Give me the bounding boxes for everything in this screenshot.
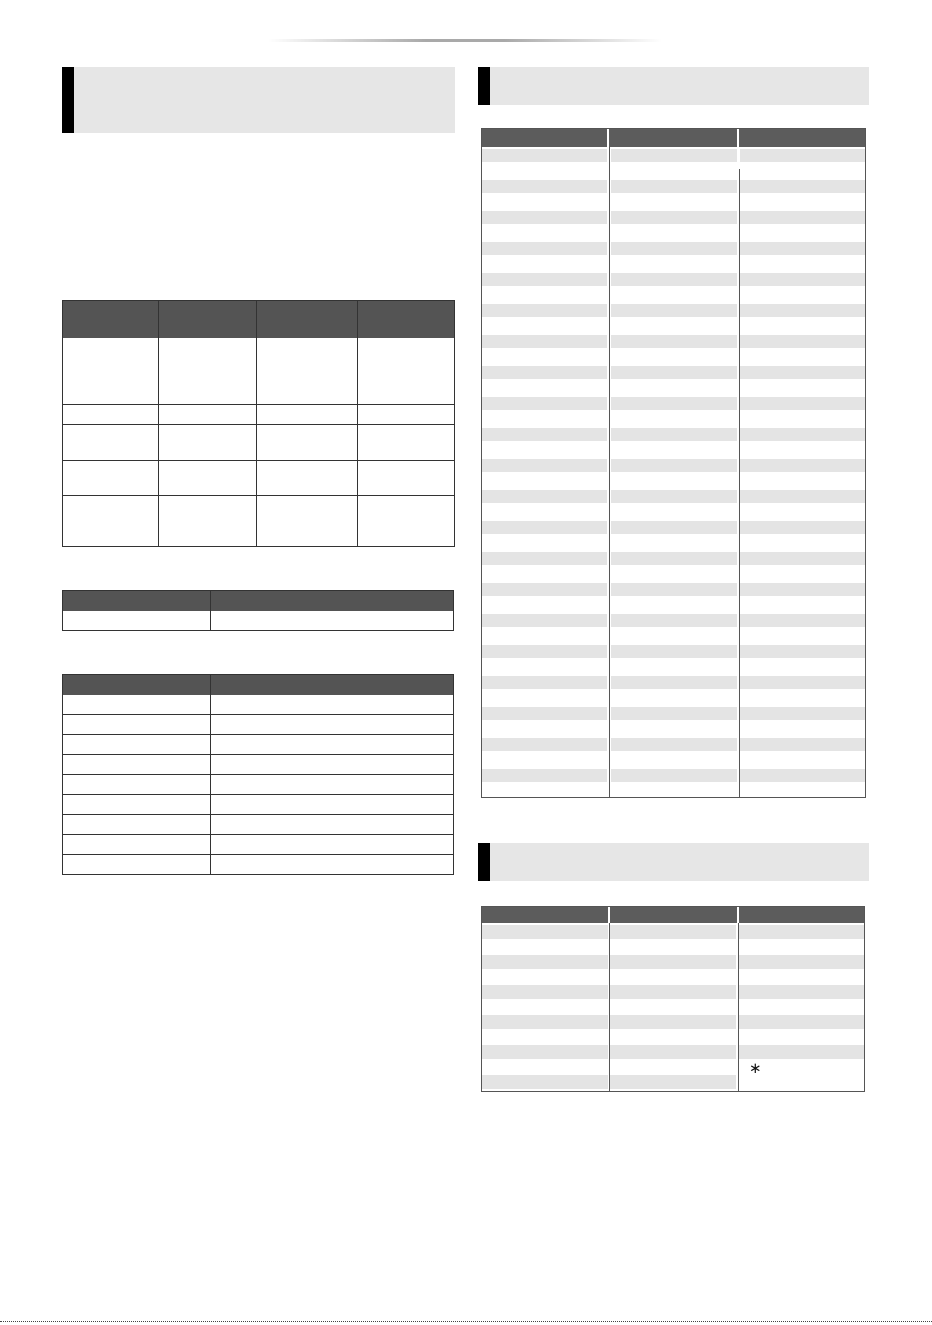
- language-code-col-2-stripe: [611, 614, 737, 627]
- info-table-list-row-line-7: [63, 834, 453, 835]
- language-code-col-2-stripe: [611, 428, 737, 441]
- info-table-list-row-line-3: [63, 754, 453, 755]
- section-header-country-codes-bar: [478, 843, 490, 881]
- language-code-col-3-stripe: [740, 211, 865, 224]
- language-code-col-2-stripe: [611, 366, 737, 379]
- country-code-table: [481, 906, 865, 1092]
- language-code-col-3-stripe: [740, 459, 865, 472]
- language-code-col-2-stripe: [611, 180, 737, 193]
- section-header-country-codes: [478, 843, 869, 881]
- country-code-col-1-stripe: [482, 955, 608, 969]
- language-code-col-2-stripe: [611, 459, 737, 472]
- language-code-col-1-stripe: [482, 397, 609, 410]
- language-code-col-3-stripe: [740, 645, 865, 658]
- language-code-col-1-stripe: [482, 521, 609, 534]
- language-code-col-line-1: [609, 147, 610, 797]
- language-code-col-2-stripe: [611, 490, 737, 503]
- language-code-col-1-stripe: [482, 552, 609, 565]
- page-top-rule: [268, 39, 662, 42]
- language-code-col-3-stripe: [740, 242, 865, 255]
- info-table-list-row-line-1: [63, 714, 453, 715]
- language-code-col-3-stripe: [740, 738, 865, 751]
- language-code-col-2-stripe: [611, 552, 737, 565]
- language-code-col-3-stripe: [740, 490, 865, 503]
- country-code-col-2-stripe: [610, 925, 736, 939]
- country-code-col-3-stripe: [739, 925, 864, 939]
- country-code-col-3-stripe: [739, 1045, 864, 1059]
- language-code-col-3-stripe: [740, 614, 865, 627]
- language-code-col-1-stripe: [482, 242, 609, 255]
- info-table-single-col-line: [210, 591, 211, 630]
- country-code-col-3-stripe: [739, 985, 864, 999]
- language-code-col-3-stripe: [740, 304, 865, 317]
- language-code-table: [481, 128, 866, 798]
- language-code-col-line-2: [739, 169, 740, 797]
- language-code-col-3-stripe: [740, 335, 865, 348]
- info-table-list-row-line-5: [63, 794, 453, 795]
- language-code-col-1-stripe: [482, 490, 609, 503]
- language-code-col-1-stripe: [482, 676, 609, 689]
- country-code-col-line-2: [738, 923, 739, 1091]
- info-table-list-row-line-4: [63, 774, 453, 775]
- language-code-col-1-stripe: [482, 459, 609, 472]
- format-table-header: [63, 301, 454, 338]
- country-code-col-1-stripe: [482, 925, 608, 939]
- language-code-col-3-stripe: [740, 397, 865, 410]
- section-header-language-codes-bar: [478, 67, 490, 105]
- language-code-col-3-stripe: [740, 676, 865, 689]
- language-code-col-2-stripe: [611, 211, 737, 224]
- language-code-col-2-stripe: [611, 645, 737, 658]
- country-code-col-1-stripe: [482, 985, 608, 999]
- language-code-col-2-stripe: [611, 335, 737, 348]
- language-code-col-1-stripe: [482, 428, 609, 441]
- language-code-col-2-stripe: [611, 738, 737, 751]
- info-table-list: [62, 674, 454, 875]
- language-code-col-1-stripe: [482, 366, 609, 379]
- section-header-left-bar: [62, 67, 74, 133]
- section-header-left: [62, 67, 455, 133]
- format-table-row-line-4: [63, 495, 454, 496]
- language-code-col-3-stripe: [740, 180, 865, 193]
- country-code-column-2: [610, 907, 736, 1091]
- language-code-col-2-stripe: [611, 521, 737, 534]
- language-code-col-3-stripe: [740, 769, 865, 782]
- language-code-col-3-stripe: [740, 707, 865, 720]
- language-code-col-3-stripe: [740, 149, 865, 162]
- language-code-col-1-stripe: [482, 273, 609, 286]
- language-code-column-1: [482, 129, 609, 797]
- language-code-col-2-stripe: [611, 676, 737, 689]
- country-code-col-2-stripe: [610, 1045, 736, 1059]
- country-code-col-1-stripe: [482, 1015, 608, 1029]
- info-table-single-header: [63, 591, 453, 611]
- page-bottom-rule: [0, 1321, 932, 1322]
- country-code-col-1-stripe: [482, 1045, 608, 1059]
- language-code-col-1-stripe: [482, 645, 609, 658]
- country-code-column-1: [482, 907, 608, 1091]
- footnote-mark: ∗: [749, 1060, 762, 1077]
- format-table: [62, 300, 455, 547]
- language-code-column-2: [611, 129, 737, 797]
- language-code-col-3-stripe: [740, 583, 865, 596]
- language-code-col-1-stripe: [482, 304, 609, 317]
- language-code-col-1-stripe: [482, 149, 609, 162]
- format-table-row-line-2: [63, 424, 454, 425]
- info-table-list-row-line-2: [63, 734, 453, 735]
- section-header-language-codes: [478, 67, 869, 105]
- language-code-col-3-stripe: [740, 521, 865, 534]
- language-code-col-2-stripe: [611, 769, 737, 782]
- country-code-col-3-stripe: [739, 1015, 864, 1029]
- country-code-col-2-stripe: [610, 955, 736, 969]
- country-code-col-2-stripe: [610, 1015, 736, 1029]
- format-table-row-line-1: [63, 404, 454, 405]
- language-code-col-2-stripe: [611, 583, 737, 596]
- country-code-col-2-stripe: [610, 1075, 736, 1089]
- info-table-list-header: [63, 675, 453, 695]
- language-code-col-3-stripe: [740, 366, 865, 379]
- language-code-col-1-stripe: [482, 769, 609, 782]
- language-code-col-3-stripe: [740, 273, 865, 286]
- format-table-row-line-3: [63, 460, 454, 461]
- language-code-column-3: [740, 129, 865, 797]
- country-code-col-3-stripe: [739, 955, 864, 969]
- language-code-col-2-stripe: [611, 273, 737, 286]
- language-code-col-1-stripe: [482, 583, 609, 596]
- language-code-col-1-stripe: [482, 614, 609, 627]
- language-code-col-2-stripe: [611, 149, 737, 162]
- language-code-col-2-stripe: [611, 242, 737, 255]
- info-table-single: [62, 590, 454, 631]
- language-code-col-1-stripe: [482, 211, 609, 224]
- country-code-col-line-1: [609, 923, 610, 1091]
- country-code-col-2-stripe: [610, 985, 736, 999]
- language-code-col-2-stripe: [611, 397, 737, 410]
- info-table-list-row-line-6: [63, 814, 453, 815]
- language-code-col-3-stripe: [740, 428, 865, 441]
- country-code-col-1-stripe: [482, 1075, 608, 1089]
- info-table-list-row-line-8: [63, 854, 453, 855]
- language-code-col-2-stripe: [611, 707, 737, 720]
- language-code-col-1-stripe: [482, 707, 609, 720]
- language-code-col-1-stripe: [482, 738, 609, 751]
- language-code-col-3-stripe: [740, 552, 865, 565]
- language-code-col-2-stripe: [611, 304, 737, 317]
- language-code-col-1-stripe: [482, 335, 609, 348]
- language-code-col-1-stripe: [482, 180, 609, 193]
